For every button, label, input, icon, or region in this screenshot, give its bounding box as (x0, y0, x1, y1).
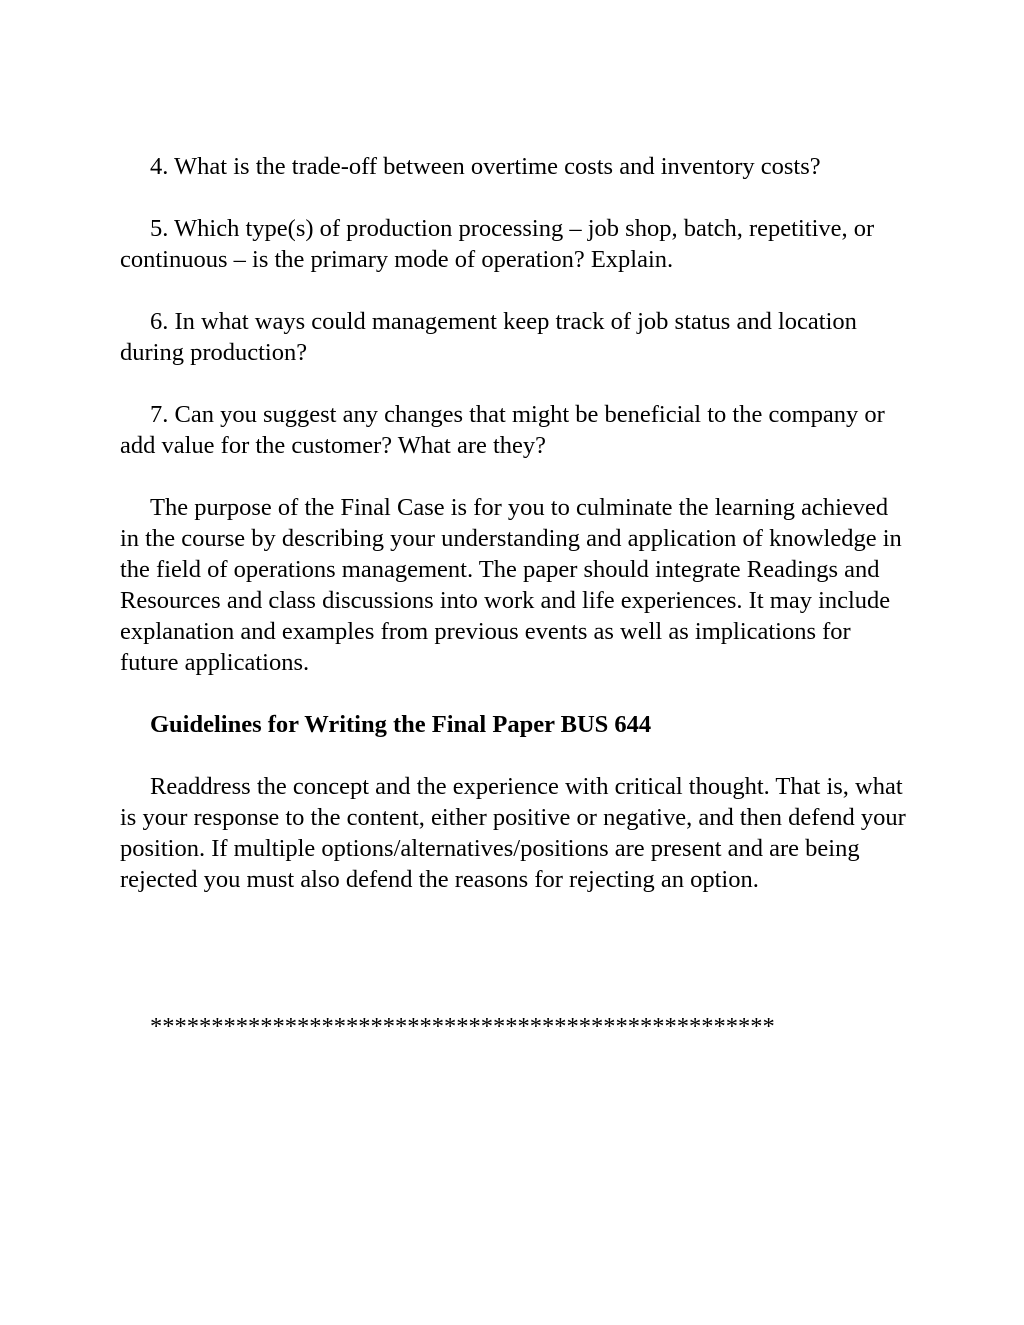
readdress-paragraph: Readdress the concept and the experience with critical thought. That is, what is your response to the content, either positive or negative, and then defend your position. If multiple options/alternatives/positions are present and are being rejected you must also defend the reasons for rejecting an option. (120, 773, 906, 893)
question-4: 4. What is the trade-off between overtime costs and inventory costs? (150, 153, 821, 180)
question-5: 5. Which type(s) of production processing – job shop, batch, repetitive, or continuous – is the primary mode of operation? Explain. (120, 215, 875, 273)
question-7: 7. Can you suggest any changes that might be beneficial to the company or add value for the customer? What are they? (120, 401, 885, 459)
document-body (120, 151, 910, 926)
purpose-paragraph: The purpose of the Final Case is for you to culminate the learning achieved in the course by describing your understanding and application of knowledge in the field of operations management. The paper should integrate Readings and Resources and class discussions into work and life experiences. It may include explanation and examples from previous events as well as implications for future applications. (120, 494, 902, 676)
asterisk-separator: *************************************************** (150, 1013, 775, 1040)
guidelines-heading: Guidelines for Writing the Final Paper BUS 644 (150, 711, 652, 738)
question-6: 6. In what ways could management keep track of job status and location during production? (120, 308, 857, 366)
